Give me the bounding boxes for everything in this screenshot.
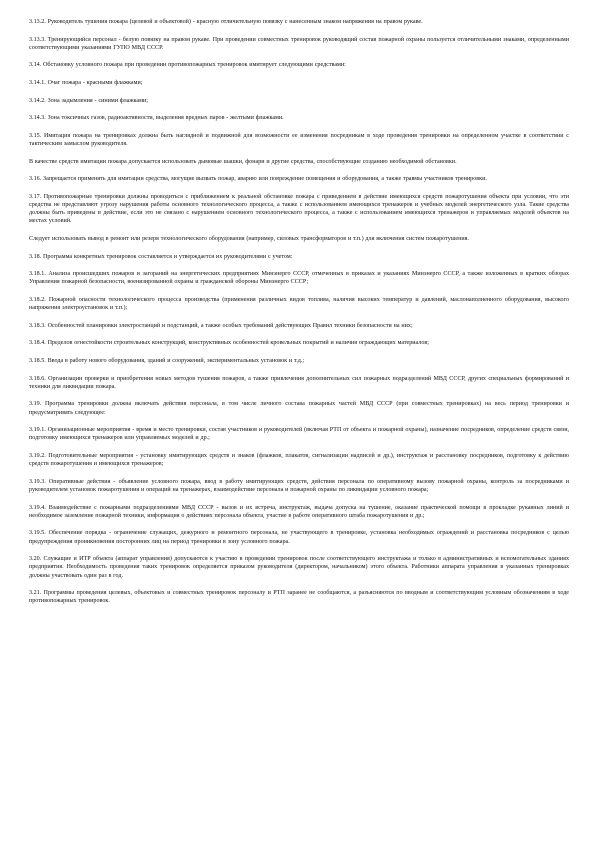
paragraph-3-18-1: 3.18.1. Анализа происшедших пожаров и загораний на энергетических предприятиях Минэнерго СССР, отмеченных в приказах и указаниях Минэнерго СССР, а также изложенных в кратких обзорах Управления пожарной безопасности, военизированной охраны и гражданской обороны Минэнерго СССР; [29, 271, 569, 286]
paragraph-3-21: 3.21. Программы проведения целевых, объектовых и совместных тренировок персоналу и РТП заранее не сообщаются, а разъясняются по вводным и соответствующим условным обозначениям в ходе противопожарных тренировок. [29, 590, 569, 605]
paragraph-3-18-5: 3.18.5. Ввода в работу нового оборудования, зданий и сооружений, экспериментальных установок и т.д.; [29, 357, 305, 364]
paragraph-3-19-1: 3.19.1. Организационные мероприятия - время и место тренировки, состав участников и руководителей (включая РТП от объекта и пожарной охраны), назначение посредников, определение средств связи, подготовку имеющихся тренажеров или управляемых моделей и др.; [29, 427, 569, 442]
paragraph-3-19: 3.19. Программа тренировки должна включать действия персонала, в том числе личного состава пожарных частей МВД СССР (при совместных тренировках) на весь период тренировки и предусматривать следующее: [29, 401, 569, 416]
paragraph-3-18-3: 3.18.3. Особенностей планировки электростанций и подстанций, а также особых требований действующих Правил техники безопасности на них; [29, 322, 413, 329]
paragraph-3-20: 3.20. Служащие и ИТР объекта (аппарат управления) допускаются к участию в проведении тренировок после соответствующего инструктажа и только в административных и вспомогательных зданиях предприятия. Необходимость проведения таких тренировок определяется приказом руководителя (директором, начальником) этого объекта. Работники аппарата управления в указанных тренировках должны участвовать один раз в год. [29, 556, 569, 579]
paragraph-3-16: 3.16. Запрещается применять для имитации средства, могущие вызвать пожар, аварию или повреждение помещения и оборудования, а также травмы участников тренировки. [29, 176, 487, 183]
paragraph-3-18-4: 3.18.4. Пределов огнестойкости строительных конструкций, конструктивных особенностей кровельных покрытий и наличия ограждающих материалов; [29, 340, 429, 347]
paragraph-3-15-note: В качестве средств имитации пожара допускается использовать дымовые шашки, фонари и другие средства, способствующие созданию необходимой обстановки. [29, 158, 457, 165]
paragraph-3-14-1: 3.14.1. Очаг пожара - красными флажками; [29, 79, 143, 86]
paragraph-3-17-note: Следует использовать вывод в ремонт или резерв технологического оборудования (например, силовых трансформаторов и т.п.) для включения систем пожаротушения. [29, 235, 469, 242]
paragraph-3-18-2: 3.18.2. Пожарной опасности технологического процесса производства (применения различных видов топлива, наличия высоких температур и давлений, маслонаполненного оборудования, высокого напряжения электроустановок и т.п.); [29, 296, 569, 312]
paragraph-3-18: 3.18. Программа конкретных тренировок составляется и утверждается их руководителями с учетом: [29, 253, 293, 260]
paragraph-3-13-3: 3.13.3. Тренирующийся персонал - белую повязку на правом рукаве. При проведении совместных тренировок руководящий состав пожарной охраны пользуется отличительными знаками, определенными соответствующими указаниями ГУПО МВД СССР. [29, 36, 569, 51]
paragraph-3-15: 3.15. Имитация пожара на тренировках должна быть наглядной и подвижной для возможности ее изменения посредникам в ходе проведения тренировки на определенном участке в соответствии с тактическим замыслом руководителя. [29, 132, 569, 147]
paragraph-3-17: 3.17. Противопожарные тренировки должны проводиться с приближением к реальной обстановке пожара с приведением в действие имеющихся средств пожаротушения объекта при условии, что эти средства не представляют угрозу нарушения работы основного технологического процесса, а также с использованием имеющихся тренажеров и учебных моделей энергетического узла. Такие средства должны быть приведены в действие, если это не связано с нарушением основного технологического процесса, а также с использованием имеющихся тренажеров и управляемых моделей объектов на местах условий. [29, 193, 569, 225]
paragraph-3-14: 3.14. Обстановку условного пожара при проведении противопожарных тренировок имитирует следующими средствами: [29, 62, 346, 69]
document-page [29, 18, 569, 615]
paragraph-3-19-2: 3.19.2. Подготовительные мероприятия - установку имитирующих средств и знаков (флажков, плакатов, сигнализации надписей и др.), инструктаж и расстановку посредников, подготовку к действию средств пожаротушения и имеющихся тренажеров; [29, 452, 569, 468]
paragraph-3-14-2: 3.14.2. Зона задымления - синими флажками; [29, 97, 148, 104]
paragraph-3-13-2: 3.13.2. Руководитель тушения пожара (целевой и объектовой) - красную отличительную повязку с нанесенным знаком напряжения на правом рукаве. [29, 19, 423, 25]
paragraph-3-14-3: 3.14.3. Зона токсичных газов, радиоактивности, выделения вредных паров - желтыми флажками. [29, 115, 284, 122]
paragraph-3-19-4: 3.19.4. Взаимодействие с пожарными подразделениями МВД СССР - вызов и их встреча, инструктаж, выдача допуска на тушение, оказание практической помощи в прокладке рукавных линий и необходимое заземление пожарной техники, информация о действиях персонала объекта, участие в работе оперативного штаба пожаротушения и др.; [29, 504, 569, 519]
paragraph-3-18-6: 3.18.6. Организации проверки и приобретения новых методов тушения пожаров, а также привлечения дополнительных сил пожарных подразделений МВД СССР, других специальных формирований и техники для ликвидации пожара. [29, 375, 569, 390]
paragraph-3-19-3: 3.19.3. Оперативные действия - объявление условного пожара, ввод в работу имитирующих средств, действия персонала по оперативному вызову пожарной охраны, контроль за посредниками и руководителем установок пожаротушения и операций на тренажерах, взаимодействие персонала и пожарной охраны по ликвидации условного пожара; [29, 478, 569, 493]
paragraph-3-19-5: 3.19.5. Обеспечение порядка - ограничение служащих, дежурного и ремонтного персонала, не участвующего в тренировке, установка необходимых ограждений и расстановка посредников с целью предупреждения проникновения посторонних лиц на период тренировки в зону условного пожара. [29, 530, 569, 545]
